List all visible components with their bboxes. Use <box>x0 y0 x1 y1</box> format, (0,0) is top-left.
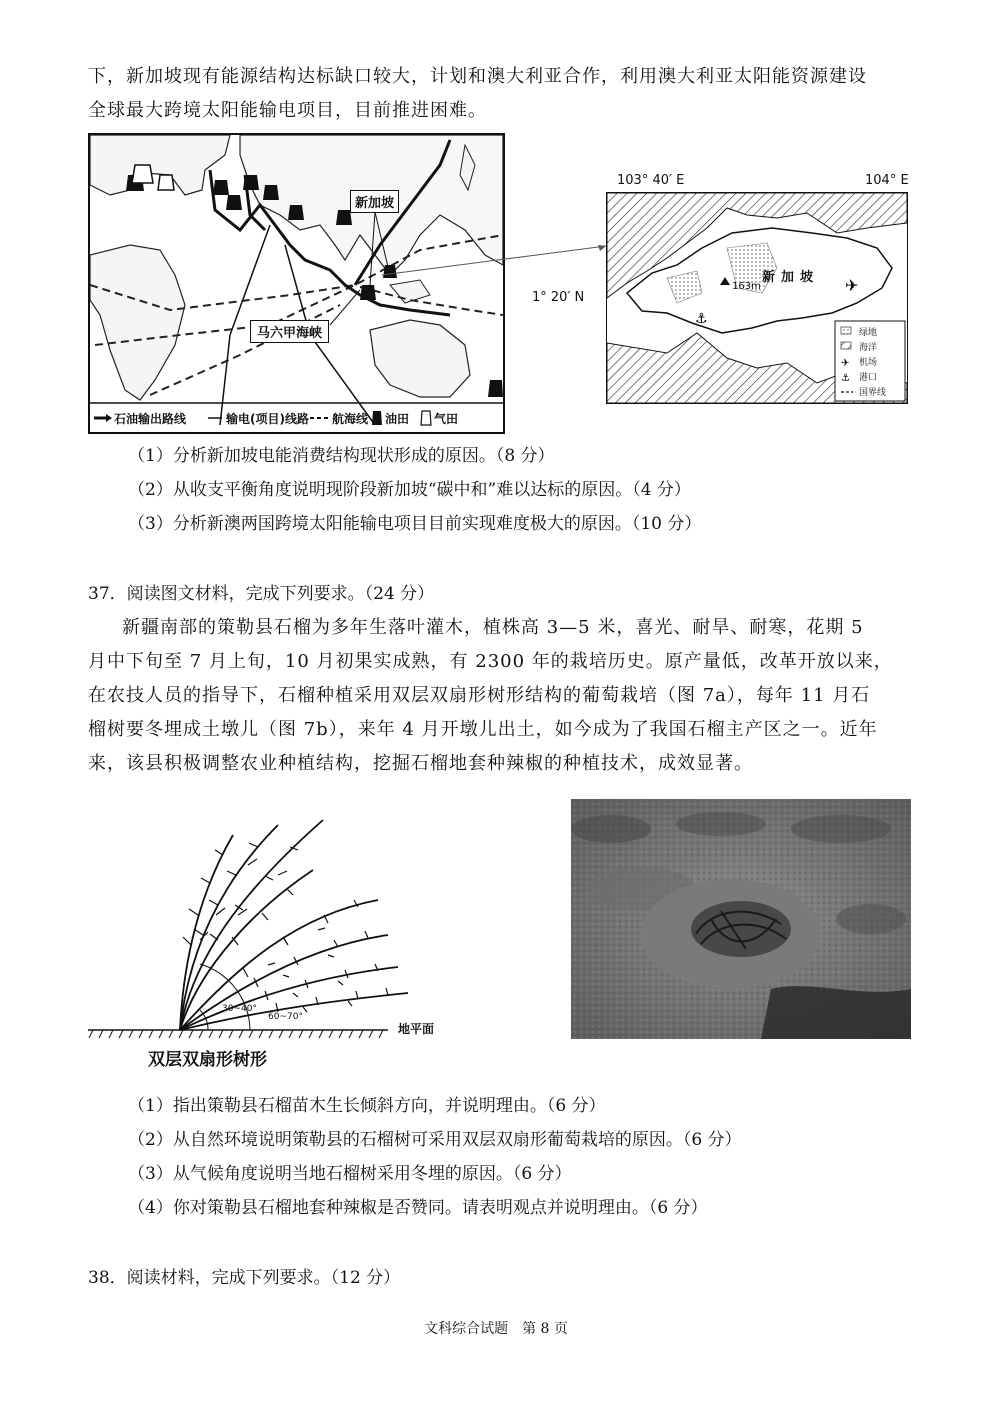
lon-right-label: 104° E <box>865 173 909 188</box>
angle-label-1: 30~40° <box>222 1004 257 1014</box>
svg-text:✈: ✈ <box>845 276 859 295</box>
q37-item-3: （3）从气候角度说明当地石榴树采用冬埋的原因。（6 分） <box>128 1164 572 1184</box>
q37-title: 37．阅读图文材料，完成下列要求。（24 分） <box>88 584 435 604</box>
world-energy-map <box>88 133 505 434</box>
legend-gasfield: 气田 <box>434 412 459 426</box>
peak-label: 163m <box>732 281 761 292</box>
q36-item-1: （1）分析新加坡电能消费结构现状形成的原因。（8 分） <box>128 446 555 466</box>
ground-label: 地平面 <box>398 1022 435 1036</box>
singapore-label-box: 新加坡 <box>350 190 399 213</box>
legend-shipping: 航海线 <box>332 412 369 426</box>
q37-item-4: （4）你对策勒县石榴地套种辣椒是否赞同。请表明观点并说明理由。（6 分） <box>128 1198 708 1218</box>
legend-green: 绿地 <box>859 328 878 338</box>
q38-title: 38．阅读材料，完成下列要求。（12 分） <box>88 1268 401 1288</box>
singapore-detail-map <box>606 192 908 404</box>
legend-oil-route: 石油输出路线 <box>114 412 187 426</box>
q37-line-5: 来，该县积极调整农业种植结构，挖掘石榴地套种辣椒的种植技术，成效显著。 <box>88 753 753 774</box>
buried-pomegranate-photo <box>571 799 911 1039</box>
legend-oilfield: 油田 <box>385 412 410 426</box>
legend-border: 国界线 <box>859 388 887 398</box>
fig7b-photo <box>571 799 911 1039</box>
angle-label-2: 60~70° <box>268 1012 303 1022</box>
legend-sea: 海洋 <box>859 343 878 353</box>
svg-text:✈: ✈ <box>841 358 850 369</box>
q37-line-4: 榴树要冬埋成土墩儿（图 7b），来年 4 月开墩儿出土，如今成为了我国石榴主产区之一。近年 <box>88 719 878 740</box>
legend-port: 港口 <box>859 373 878 383</box>
q37-line-1: 新疆南部的策勒县石榴为多年生落叶灌木，植株高 3—5 米，喜光、耐旱、耐寒，花期 5 <box>122 617 864 638</box>
q37-item-1: （1）指出策勒县石榴苗木生长倾斜方向，并说明理由。（6 分） <box>128 1096 606 1116</box>
intro-line-1: 下，新加坡现有能源结构达标缺口较大，计划和澳大利亚合作，利用澳大利亚太阳能资源建设 <box>88 66 867 87</box>
legend-power-line: 输电(项目)线路 <box>226 412 309 426</box>
q36-item-3: （3）分析新澳两国跨境太阳能输电项目目前实现难度极大的原因。（10 分） <box>128 514 702 534</box>
intro-line-2: 全球最大跨境太阳能输电项目，目前推进困难。 <box>88 100 487 121</box>
lat-label: 1° 20′ N <box>532 290 585 305</box>
world-map-graphic <box>90 135 503 432</box>
svg-text:⚓: ⚓ <box>841 373 850 384</box>
q36-item-2: （2）从收支平衡角度说明现阶段新加坡“碳中和”难以达标的原因。（4 分） <box>128 480 691 500</box>
page-footer: 文科综合试题 第 8 页 <box>424 1321 568 1337</box>
lon-left-label: 103° 40′ E <box>617 173 685 188</box>
svg-text:⚓: ⚓ <box>695 311 708 327</box>
malacca-label-box: 马六甲海峡 <box>250 320 329 343</box>
legend-airport: 机场 <box>859 358 878 368</box>
q37-line-3: 在农技人员的指导下，石榴种植采用双层双扇形树形结构的葡萄栽培（图 7a），每年 11 月石 <box>88 685 871 706</box>
fig7a-caption: 双层双扇形树形 <box>148 1050 267 1070</box>
fig7a-tree-diagram <box>88 795 468 1075</box>
singapore-map-label: 新加坡 <box>762 270 820 285</box>
map-connector <box>380 240 610 280</box>
q37-line-2: 月中下旬至 7 月上旬，10 月初果实成熟，有 2300 年的栽培历史。原产量低，改革开放以来， <box>88 651 893 672</box>
q37-item-2: （2）从自然环境说明策勒县的石榴树可采用双层双扇形葡萄栽培的原因。（6 分） <box>128 1130 742 1150</box>
